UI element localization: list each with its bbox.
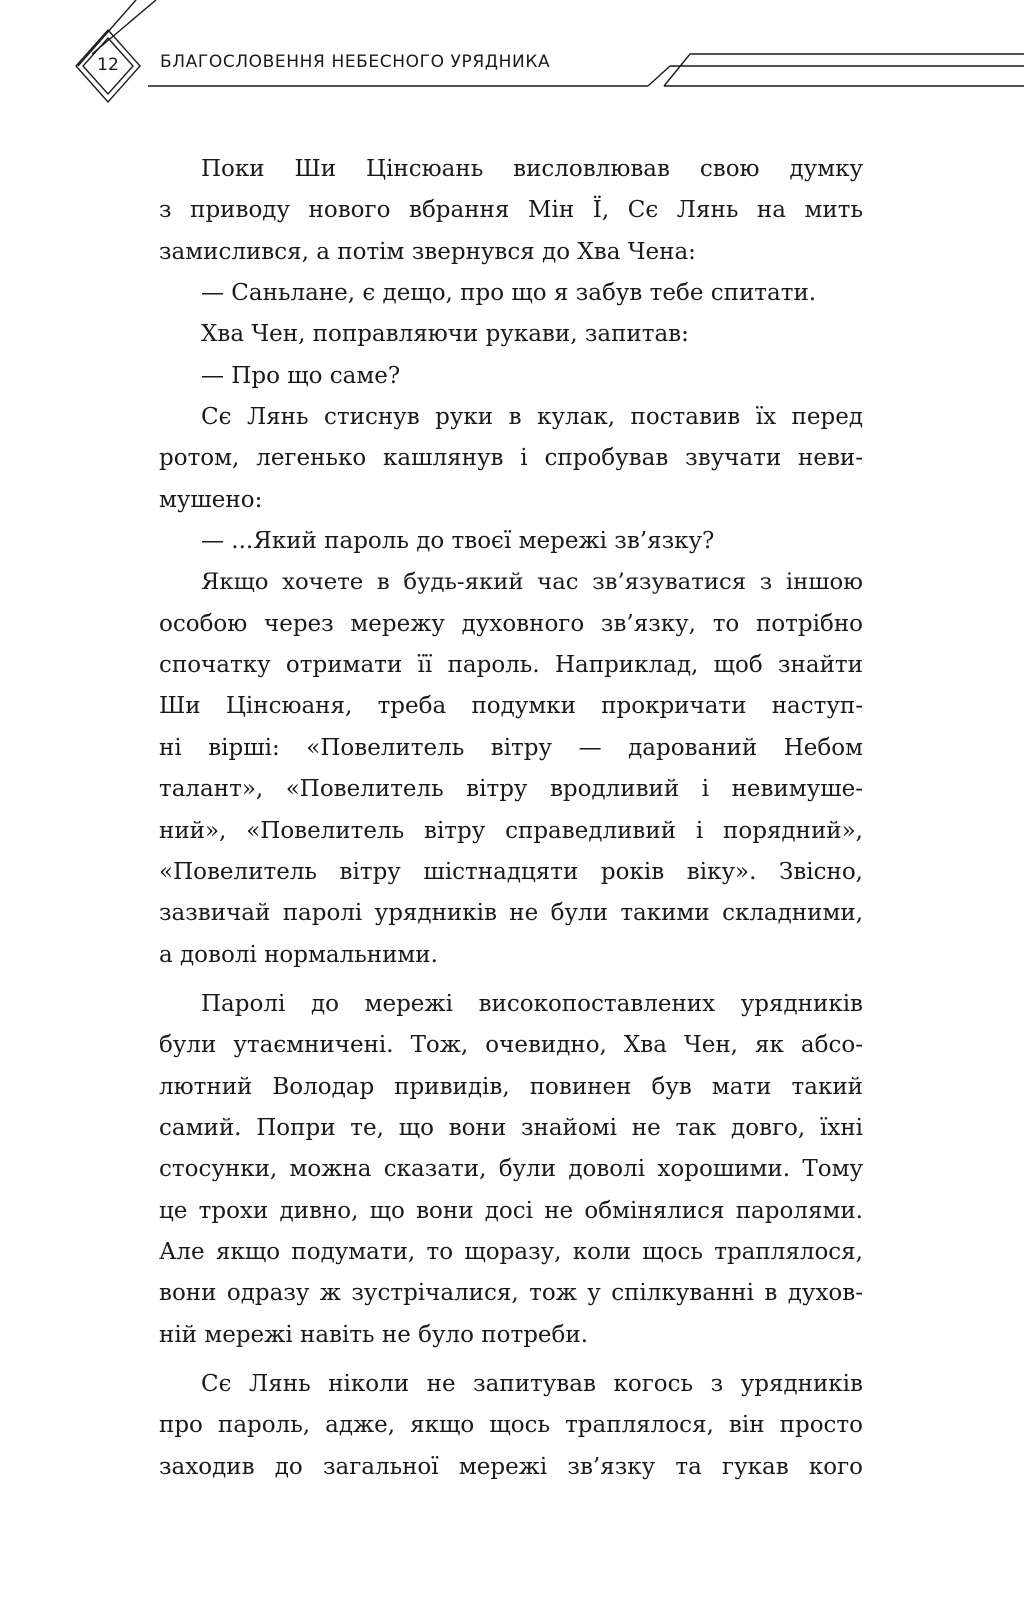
text-line: Паролі до мережі високопоставлених урядників: [201, 990, 863, 1017]
paragraph: [159, 984, 863, 1356]
text-line: талант», «Повелитель вітру вродливий і невимуше-: [159, 776, 863, 803]
text-line: ні вірші: «Повелитель вітру — дарований Небом: [159, 734, 863, 761]
text-line: ротом, легенько кашлянув і спробував звучати неви-: [159, 445, 863, 472]
paragraph: [159, 273, 863, 314]
text-line: про пароль, адже, якщо щось траплялося, він просто: [159, 1412, 863, 1439]
paragraph: [159, 397, 863, 521]
text-line: самий. Попри те, що вони знайомі не так довго, їхні: [159, 1114, 863, 1141]
text-line: ній мережі навіть не було потреби.: [159, 1321, 589, 1348]
text-line: особою через мережу духовного зв’язку, то потрібно: [159, 610, 863, 637]
text-line: замислився, а потім звернувся до Хва Чена:: [159, 238, 696, 265]
text-line: спочатку отримати її пароль. Наприклад, щоб знайти: [159, 652, 863, 679]
text-line: заходив до загальної мережі зв’язку та гукав кого: [159, 1453, 863, 1480]
paragraph: [159, 1364, 863, 1488]
paragraph: [159, 521, 863, 562]
text-line: Якщо хочете в будь-який час зв’язуватися з іншою: [201, 569, 863, 596]
text-line: Поки Ши Цінсюань висловлював свою думку: [201, 156, 863, 182]
text-line: ний», «Повелитель вітру справедливий і порядний»,: [159, 817, 863, 844]
text-line: Сє Лянь ніколи не запитував когось з урядників: [201, 1370, 863, 1397]
text-line: це трохи дивно, що вони досі не обмінялися паролями.: [159, 1197, 863, 1224]
text-line: стосунки, можна сказати, були доволі хорошими. Тому: [159, 1156, 863, 1183]
text-line: — Саньлане, є дещо, про що я забув тебе спитати.: [201, 280, 817, 307]
page-number: 12: [97, 55, 119, 75]
text-line: з приводу нового вбрання Мін Ї, Сє Лянь на мить: [159, 197, 863, 224]
text-line: Але якщо подумати, то щоразу, коли щось траплялося,: [159, 1238, 863, 1265]
text-line: вони одразу ж зустрічалися, тож у спілкуванні в духов-: [159, 1280, 863, 1307]
text-line: мушено:: [159, 486, 263, 513]
text-line: а доволі нормальними.: [159, 941, 438, 968]
text-line: — Про що саме?: [201, 362, 401, 389]
paragraph: [159, 356, 863, 397]
text-line: були утаємничені. Тож, очевидно, Хва Чен, як абсо-: [159, 1032, 863, 1059]
text-line: зазвичай паролі урядників не були такими складними,: [159, 900, 863, 927]
paragraph: [159, 149, 863, 273]
text-line: лютний Володар привидів, повинен був мати такий: [159, 1073, 863, 1100]
paragraph-gap: [159, 976, 863, 984]
paragraph-gap: [159, 1356, 863, 1364]
paragraph: [159, 562, 863, 975]
text-line: — ...Який пароль до твоєї мережі зв’язку?: [201, 528, 715, 555]
text-line: Сє Лянь стиснув руки в кулак, поставив їх перед: [201, 404, 863, 431]
running-title: БЛАГОСЛОВЕННЯ НЕБЕСНОГО УРЯДНИКА: [160, 52, 551, 72]
paragraph: [159, 314, 863, 355]
text-line: Хва Чен, поправляючи рукави, запитав:: [201, 321, 689, 348]
text-line: Ши Цінсюаня, треба подумки прокричати наступ-: [159, 693, 863, 720]
body-text: [159, 149, 863, 1488]
text-line: «Повелитель вітру шістнадцяти років віку». Звісно,: [159, 858, 863, 885]
